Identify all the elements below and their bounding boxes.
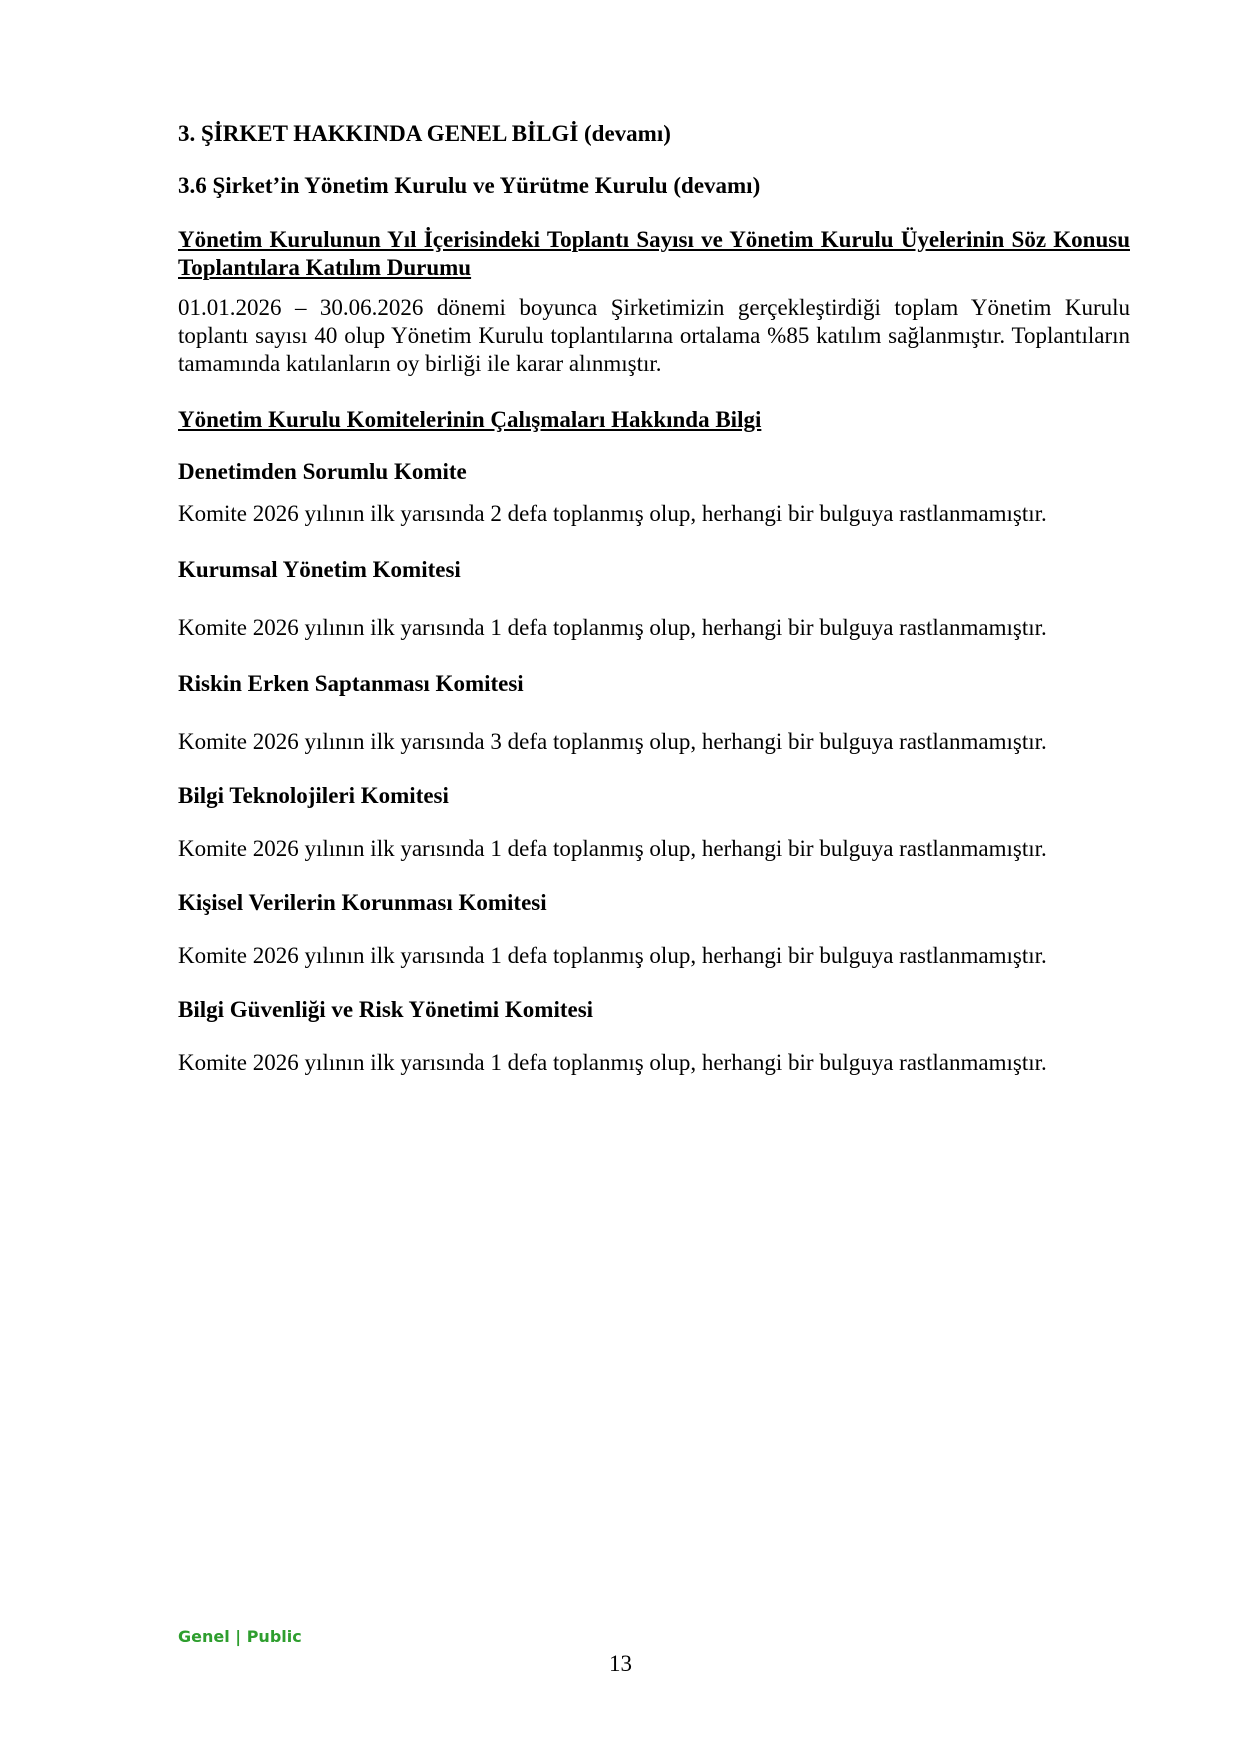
subsection-title: 3.6 Şirket’in Yönetim Kurulu ve Yürütme Kurulu (devamı): [178, 173, 761, 198]
committee-name: Kişisel Verilerin Korunması Komitesi: [178, 890, 547, 915]
committee-text: Komite 2026 yılının ilk yarısında 1 defa toplanmış olup, herhangi bir bulguya rastlanmamıştır.: [178, 943, 1047, 968]
classification-label: Genel | Public: [178, 1627, 302, 1646]
committee-text: Komite 2026 yılının ilk yarısında 1 defa toplanmış olup, herhangi bir bulguya rastlanmamıştır.: [178, 615, 1047, 640]
committee-name: Bilgi Güvenliği ve Risk Yönetimi Komitesi: [178, 997, 594, 1022]
committee-text: Komite 2026 yılının ilk yarısında 1 defa toplanmış olup, herhangi bir bulguya rastlanmamıştır.: [178, 836, 1047, 861]
committee-text: Komite 2026 yılının ilk yarısında 2 defa toplanmış olup, herhangi bir bulguya rastlanmamıştır.: [178, 501, 1047, 526]
committee-name: Bilgi Teknolojileri Komitesi: [178, 783, 449, 808]
committee-name: Riskin Erken Saptanması Komitesi: [178, 671, 524, 696]
meetings-heading: Yönetim Kurulunun Yıl İçerisindeki Toplantı Sayısı ve Yönetim Kurulu Üyelerinin Söz Konusu Toplantılara Katılım Durumu: [178, 227, 1130, 280]
committee-text: Komite 2026 yılının ilk yarısında 3 defa toplanmış olup, herhangi bir bulguya rastlanmamıştır.: [178, 729, 1047, 754]
committee-name: Denetimden Sorumlu Komite: [178, 459, 467, 484]
committee-name: Kurumsal Yönetim Komitesi: [178, 557, 461, 582]
page-number: 13: [609, 1651, 632, 1676]
section-title: 3. ŞİRKET HAKKINDA GENEL BİLGİ (devamı): [178, 121, 671, 146]
committee-text: Komite 2026 yılının ilk yarısında 1 defa toplanmış olup, herhangi bir bulguya rastlanmamıştır.: [178, 1050, 1047, 1075]
committees-heading: Yönetim Kurulu Komitelerinin Çalışmaları Hakkında Bilgi: [178, 407, 762, 432]
meetings-paragraph: 01.01.2026 – 30.06.2026 dönemi boyunca Şirketimizin gerçekleştirdiği toplam Yönetim Kurulu toplantı sayısı 40 olup Yönetim Kurulu toplantılarına ortalama %85 katılım sağlanmıştır. Toplantıların tamamında katılanların oy birliği ile karar alınmıştır.: [178, 295, 1130, 376]
